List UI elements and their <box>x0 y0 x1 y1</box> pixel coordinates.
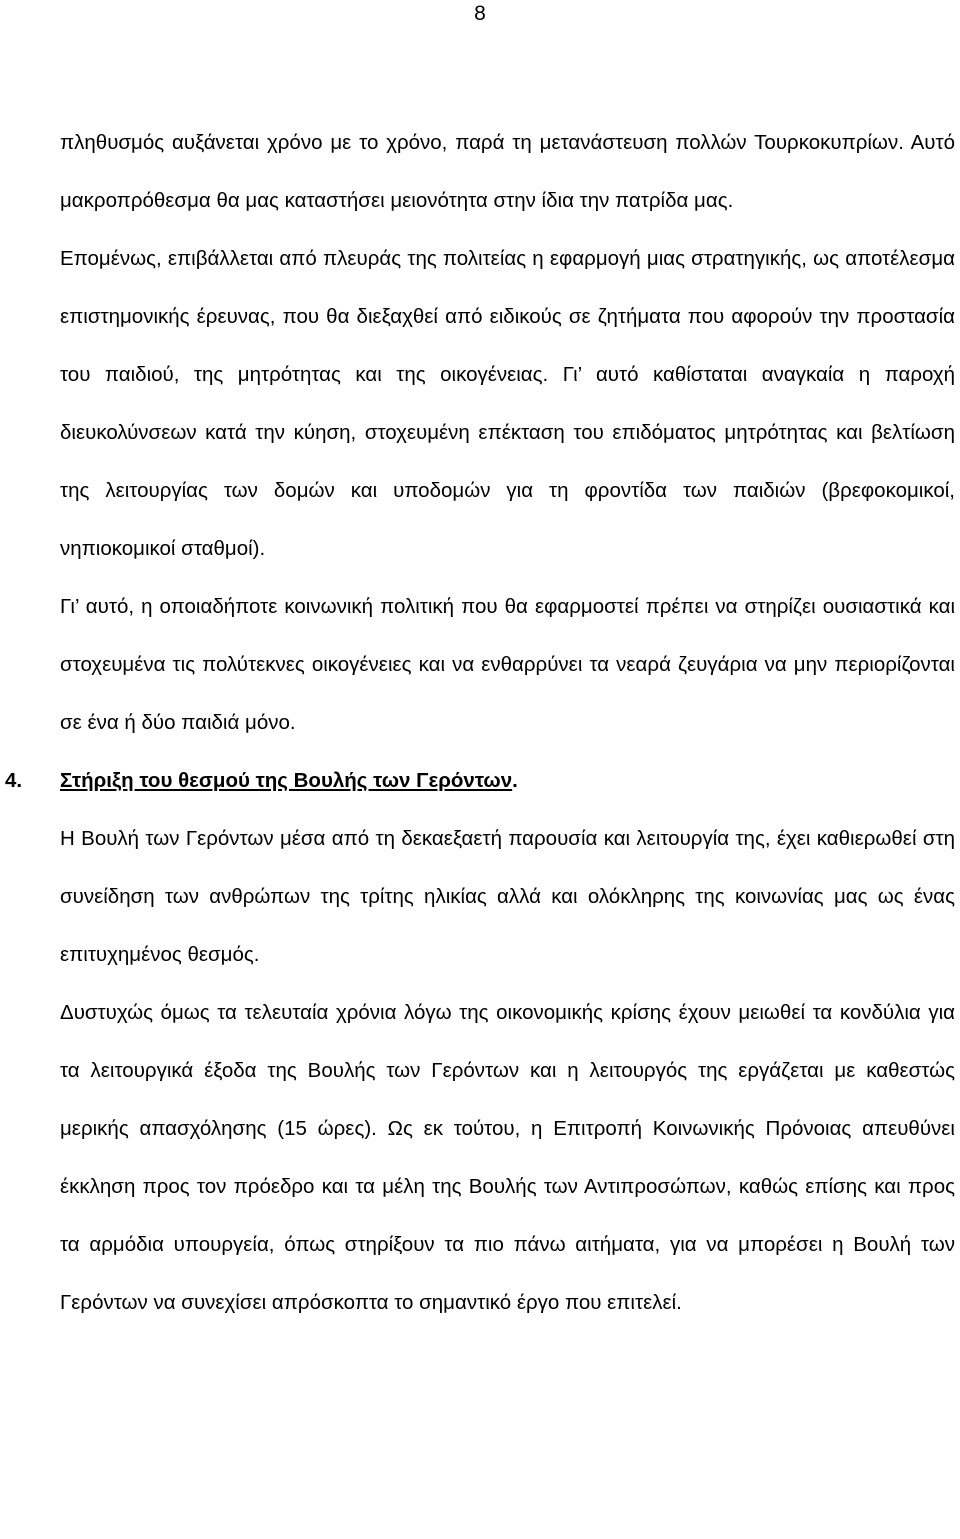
section-title: Στήριξη του θεσμού της Βουλής των Γερόντων <box>60 769 513 792</box>
document-body <box>5 114 955 1332</box>
paragraph-social-policy: Γι’ αυτό, η οποιαδήποτε κοινωνική πολιτική που θα εφαρμοστεί πρέπει να στηρίζει ουσιαστικά και στοχευμένα τις πολύτεκνες οικογένειες και να ενθαρρύνει τα νεαρά ζευγάρια να μην περιορίζονται σε ένα ή δύο παιδιά μόνο. <box>60 595 955 734</box>
section-number: 4. <box>5 769 23 792</box>
paragraph-population: πληθυσμός αυξάνεται χρόνο με το χρόνο, παρά τη μετανάστευση πολλών Τουρκοκυπρίων. Αυτό μακροπρόθεσμα θα μας καταστήσει μειονότητα στην ίδια την πατρίδα μας. <box>60 131 955 212</box>
paragraph-strategy: Επομένως, επιβάλλεται από πλευράς της πολιτείας η εφαρμογή μιας στρατηγικής, ως αποτέλεσμα επιστημονικής έρευνας, που θα διεξαχθεί από ειδικούς σε ζητήματα που αφορούν την προστασία του παιδιού, της μητρότητας και της οικογένειας. Γι’ αυτό καθίσταται αναγκαία η παροχή διευκολύνσεων κατά την κύηση, στοχευμένη επέκταση του επιδόματος μητρότητας και βελτίωση της λειτουργίας των δομών και υποδομών για τη φροντίδα των παιδιών (βρεφοκομικοί, νηπιοκομικοί σταθμοί). <box>60 247 955 560</box>
paragraph-elders-parliament: Η Βουλή των Γερόντων μέσα από τη δεκαεξαετή παρουσία και λειτουργία της, έχει καθιερωθεί στη συνείδηση των ανθρώπων της τρίτης ηλικίας αλλά και ολόκληρης της κοινωνίας μας ως ένας επιτυχημένος θεσμός. <box>60 827 955 966</box>
paragraph-funding-appeal: Δυστυχώς όμως τα τελευταία χρόνια λόγω της οικονομικής κρίσης έχουν μειωθεί τα κονδύλια για τα λειτουργικά έξοδα της Βουλής των Γερόντων και η λειτουργός της εργάζεται με καθεστώς μερικής απασχόλησης (15 ώρες). Ως εκ τούτου, η Επιτροπή Κοινωνικής Πρόνοιας απευθύνει έκκληση προς τον πρόεδρο και τα μέλη της Βουλής των Αντιπροσώπων, καθώς επίσης και προς τα αρμόδια υπουργεία, όπως στηρίξουν τα πιο πάνω αιτήματα, για να μπορέσει η Βουλή των Γερόντων να συνεχίσει απρόσκοπτα το σημαντικό έργο που επιτελεί. <box>60 1001 955 1314</box>
section-heading <box>5 752 955 810</box>
section-title-end: . <box>512 769 518 792</box>
page-number: 8 <box>474 2 486 25</box>
